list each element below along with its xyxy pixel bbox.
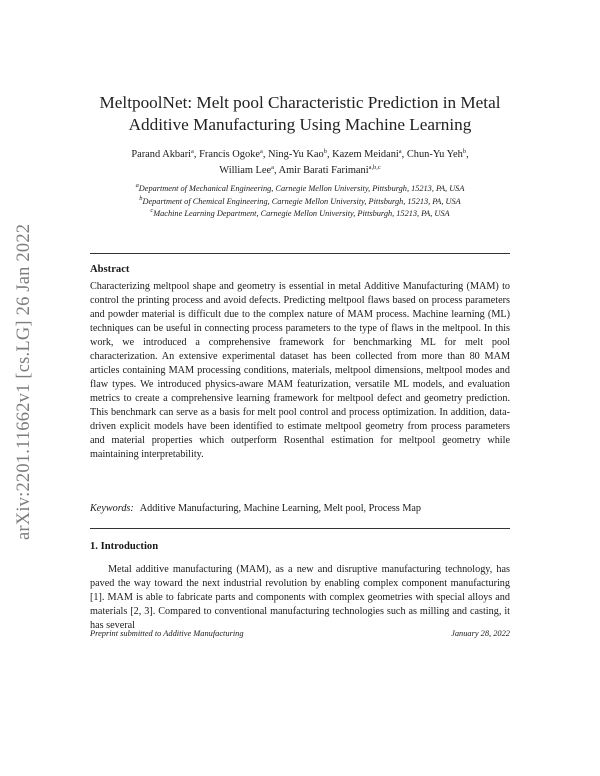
paper-title	[80, 92, 520, 136]
author-line: William Lee$^a$, Amir Barati Farimani$^{a,b,c}$	[219, 164, 381, 176]
author: Chun-Yu Yeh$^b$	[406, 148, 467, 160]
keywords-text: Additive Manufacturing, Machine Learning, Melt pool, Process Map	[139, 503, 421, 514]
section-heading-introduction: 1. Introduction	[90, 541, 159, 552]
abstract-text: Characterizing meltpool shape and geometry is essential in metal Additive Manufacturing (MAM) to control the printing process and avoid defects. Predicting meltpool flaws based on process parameters and powder material is difficult due to the complex nature of MAM process. Machine learning (ML) techniques can be useful in connecting process parameters to the type of flaws in the meltpool. In this work, we introduced a comprehensive framework for benchmarking ML for melt pool characterization. An extensive experimental dataset has been collected from more than 80 MAM articles containing MAM processing conditions, materials, meltpool dimensions, meltpool modes and flaw types. We introduced physics-aware MAM featurization, versatile ML models, and evaluation metrics to create a comprehensive learning framework for meltpool defect and geometry prediction. This benchmark can serve as a basis for melt pool control and process optimization. In addition, data-driven explicit models have been identified to estimate meltpool geometry from process parameters and material properties which outperform Rosenthal estimation for meltpool geometry while maintaining interpretability.	[90, 281, 510, 460]
abstract-top-rule	[90, 253, 510, 254]
abstract-heading: Abstract	[90, 264, 130, 275]
author: Amir Barati Farimani$^{a,b,c}$	[278, 164, 381, 176]
affiliation: $^a$Department of Mechanical Engineering, Carnegie Mellon University, Pittsburgh, 15213, PA, USA	[135, 182, 465, 193]
author-line: Parand Akbari$^a$, Francis Ogoke$^a$, Ning-Yu Kao$^b$, Kazem Meidani$^a$, Chun-Yu Yeh$^b$,	[131, 148, 469, 160]
abstract-bottom-rule	[90, 528, 510, 529]
author: Kazem Meidani$^a$	[332, 148, 402, 160]
author-list	[80, 147, 520, 179]
affiliation: $^b$Department of Chemical Engineering, Carnegie Mellon University, Pittsburgh, 15213, PA, USA	[139, 194, 461, 206]
affiliation: $^c$Machine Learning Department, Carnegie Mellon University, Pittsburgh, 15213, PA, USA	[150, 207, 450, 218]
arxiv-identifier-stamp[interactable]: arXiv:2201.11662v1 [cs.LG] 26 Jan 2022	[14, 223, 34, 540]
author: Francis Ogoke$^a$	[199, 148, 263, 160]
keywords-line	[90, 502, 510, 516]
footer-preprint-note: Preprint submitted to Additive Manufacturing	[90, 629, 244, 638]
introduction-text: Metal additive manufacturing (MAM), as a new and disruptive manufacturing technology, has paved the way toward the next industrial revolution by enabling complex component manufacturing [1]. MAM is able to fabricate parts and components with complex geometries with special alloys and materials [2, 3]. Compared to conventional manufacturing technologies such as milling and casting, it has several	[90, 564, 510, 631]
author: William Lee$^a$	[219, 164, 274, 176]
author: Ning-Yu Kao$^b$	[268, 148, 327, 160]
title-line: MeltpoolNet: Melt pool Characteristic Prediction in Metal	[99, 93, 501, 112]
affiliation-list	[80, 183, 520, 221]
title-line: Additive Manufacturing Using Machine Learning	[128, 115, 472, 134]
keywords-label: Keywords:	[90, 503, 134, 514]
footer-date: January 28, 2022	[451, 629, 510, 638]
author: Parand Akbari$^a$	[131, 148, 194, 160]
